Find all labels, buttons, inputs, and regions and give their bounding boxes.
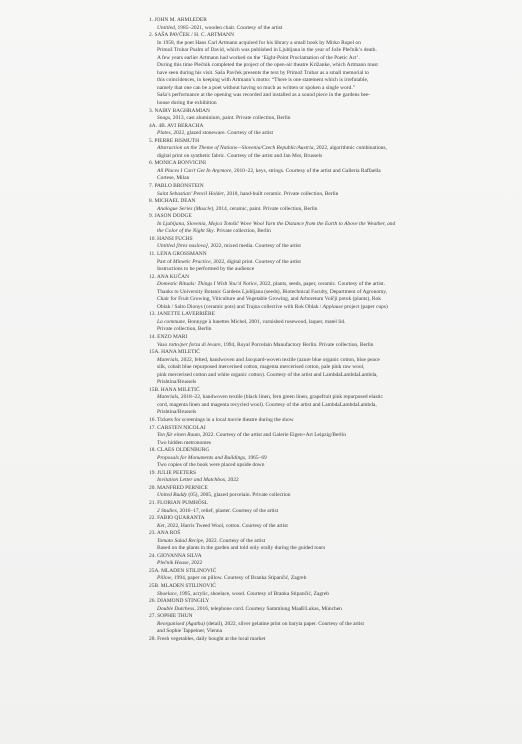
entry-description-line — [149, 621, 509, 629]
checklist-entry — [149, 311, 509, 334]
entry-description-line — [149, 326, 509, 334]
entry-text: Two copies of the book were placed upside down — [157, 462, 265, 469]
entry-description-line — [149, 379, 509, 387]
entry-text: , 2022, plants, seeds, paper, ceramic. Courtesy of the artist. — [256, 281, 385, 288]
checklist-entry — [149, 568, 509, 583]
entry-description-line — [149, 191, 509, 199]
entry-description-line — [149, 266, 509, 274]
entry-description-line — [149, 342, 509, 350]
entry-text: pink mercerised cotton and white organic cotton). Courtesy of the artist and LambdaLambdaLambda, — [157, 371, 378, 378]
entry-text: Cortese, Milan — [157, 175, 190, 182]
checklist-entry — [149, 598, 509, 613]
entry-text: Thanks to University Botanic Gardens Ljubljana (seeds), Biotechnical Faculty, Department of Agronomy, — [157, 288, 388, 295]
work-title: Plates — [157, 130, 171, 137]
work-title: Double Dutchess — [157, 605, 195, 612]
entry-description-line — [149, 357, 509, 365]
entry-text: (detail), 2022, silver gelatine print on baryta paper. Courtesy of the artist — [204, 620, 364, 627]
entry-heading: 15B. HANA MILETIĆ — [149, 386, 200, 393]
entry-description-line — [149, 545, 509, 553]
checklist-entry — [149, 500, 509, 515]
entry-description-line — [149, 100, 509, 108]
entry-heading: 6. MONICA BONVICINI — [149, 160, 206, 167]
entry-text: silk, cobalt blue repurposed mercerised cotton, magenta mercerised cotton, pale pink raw wool, — [157, 364, 365, 371]
entry-description-line — [149, 477, 509, 485]
work-title: Proposals for Monuments and Buildings — [157, 454, 246, 461]
checklist-entry — [149, 417, 509, 425]
checklist-entry — [149, 198, 509, 213]
checklist-entry — [149, 553, 509, 568]
work-title: Mimetic Practice — [173, 258, 211, 265]
entry-text: , 2014, ceramic, paint. Private collection, Berlin — [213, 205, 318, 212]
work-title: Snags — [157, 115, 170, 122]
work-title: Domestic Rituals: Things I Wish You’d Notice — [157, 281, 257, 288]
work-title: Materials — [157, 394, 179, 401]
entry-heading: 5. PIERRE BISMUTH — [149, 137, 199, 144]
entry-description-line — [149, 25, 509, 33]
work-title: Invitation Letter and Matchbox — [157, 477, 226, 484]
entry-heading: 4A. 4B. AVI BERACHA — [149, 122, 204, 129]
checklist-entry — [149, 636, 509, 644]
exhibition-checklist — [149, 17, 509, 643]
entry-description-line — [149, 523, 509, 531]
work-title: Ket — [157, 522, 165, 529]
entry-text: Prishtina/Brussels — [157, 379, 197, 386]
checklist-entry — [149, 274, 509, 312]
entry-description-line — [149, 575, 509, 583]
entry-description-line — [149, 492, 509, 500]
entry-text: , 2022 — [188, 560, 203, 567]
entry-heading: 1. JOHN M. ARMLEDER — [149, 17, 207, 23]
work-title: In Ljubljana, Slovenia, Mojca Tomšič Wove Wool Yarn the Distance from the Earth to Above the Weather, and — [157, 220, 396, 227]
entry-description-line — [149, 538, 509, 546]
entry-description-line — [149, 394, 509, 402]
entry-text: , 1965–69 — [245, 454, 267, 461]
entry-text: , 2010–22, keys, strings. Courtesy of the artist and Galleria Raffaella — [231, 167, 381, 174]
entry-description-line — [149, 62, 509, 70]
entry-description-line — [149, 228, 509, 236]
entry-text: , 2022, felted, handwoven and Jacquard-woven textile (azure blue organic cotton, blue peace — [178, 356, 380, 363]
entry-heading: 25A. MLADEN STILINOVIĆ — [149, 567, 217, 574]
entry-text: In 1958, the poet Hans Carl Artmann acquired for his library a small book by Mirko Rupel on — [157, 39, 361, 46]
entry-description-line — [149, 432, 509, 440]
entry-text: Chair for Fruit Growing, Viticulture and Vegetable Growing, and Arboretum Volčji potok (plants), Rok — [157, 296, 381, 303]
work-title: Shoelace — [157, 590, 177, 597]
entry-text: , 2018, hand-built ceramic. Private collection, Berlin — [223, 190, 339, 197]
entry-description-line — [149, 153, 509, 161]
entry-description-line — [149, 145, 509, 153]
work-title: Reorganised (Agatha) — [157, 620, 205, 627]
entry-heading: 3. NAIRY BAGHRAMIAN — [149, 107, 210, 114]
checklist-entry — [149, 349, 509, 387]
checklist-entry — [149, 183, 509, 198]
entry-text: , 2022, glazed stoneware. Courtesy of the artist — [170, 130, 273, 137]
entry-text: Instructions to be performed by the audience — [157, 266, 255, 273]
entry-text: Prishtina/Brussels — [157, 409, 197, 416]
entry-heading: 16. Tickets for screenings in a local movie theatre during the show — [149, 416, 294, 423]
entry-text: , 2016, telephone cord. Courtesy Sammlung Maaß/Lukas, München — [194, 605, 342, 612]
work-title: Untitled [brez naslova] — [157, 243, 208, 250]
entry-text: , 2018–22, handwoven textile (black linen, fern green linen, grapefruit pink repurposed elastic — [178, 394, 383, 401]
entry-description-line — [149, 243, 509, 251]
work-title: Materials — [157, 356, 179, 363]
entry-text: Primož Trubar Psalm of David, which was published in Ljubljana in the year of Jože Plečnik’s death. — [157, 47, 377, 54]
entry-description-line — [149, 296, 509, 304]
entry-heading: 20. MANFRED PERNICE — [149, 484, 208, 491]
entry-text: , 2022, mixed media. Courtesy of the artist — [207, 243, 301, 250]
entry-heading: 14. ENZO MARI — [149, 333, 188, 340]
entry-text: Two hidden metronomes — [157, 439, 211, 446]
entry-text: have seen during his visit. Saša Pavček presents the text by Primož Trubar as a small memorial to — [157, 69, 370, 76]
entry-heading: 19. JULIE PEETERS — [149, 469, 196, 476]
checklist-entry — [149, 470, 509, 485]
entry-text: digital print on synthetic fabric. Courtesy of the artist and Jan Mot, Brussels — [157, 152, 323, 159]
entry-description-line — [149, 508, 509, 516]
entry-heading: 24. GIOVANNA SILVA — [149, 552, 202, 559]
work-title: All Places I Can’t Get In Anymore — [157, 167, 232, 174]
entry-text: , 2022, algorithmic combinations, — [313, 145, 387, 152]
work-title: the Color of the Night Sky — [157, 228, 214, 235]
checklist-entry — [149, 17, 509, 32]
entry-text: , 1995, acrylic, shoelace, wood. Courtesy of Branka Stipančić, Zagreb — [176, 590, 329, 597]
checklist-entry — [149, 213, 509, 236]
checklist-entry — [149, 485, 509, 500]
checklist-entry — [149, 123, 509, 138]
entry-heading: 21. FLORIAN PUMHÖSL — [149, 500, 209, 506]
checklist-entry — [149, 387, 509, 417]
entry-text: During this time Plečnik completed the project of the open-air theatre Križanke, which Artmann must — [157, 62, 378, 69]
entry-heading: 13. JANETTE LAVERRIÈRE — [149, 311, 215, 318]
checklist-entry — [149, 108, 509, 123]
work-title: La commune — [157, 318, 185, 325]
entry-text: , 2022 — [225, 477, 239, 484]
entry-text: , 1994, Royal Porcelain Manufactory Berlin. Private collection, Berlin — [220, 341, 374, 348]
checklist-entry — [149, 530, 509, 553]
entry-description-line — [149, 259, 509, 267]
entry-heading: 10. HANSI FUCHS — [149, 235, 193, 242]
work-title: Tomato Salad Recipe — [157, 537, 204, 544]
entry-description-line — [149, 628, 509, 636]
checklist-entry — [149, 32, 509, 107]
entry-text: Based on the plants in the garden and told only orally during the guided tours — [157, 545, 326, 552]
work-title: Pillow — [157, 575, 172, 582]
entry-description-line — [149, 168, 509, 176]
entry-description-line — [149, 281, 509, 289]
work-title: United Buddy — [157, 492, 188, 499]
work-title: Ton für einen Raum — [157, 432, 200, 439]
checklist-entry — [149, 515, 509, 530]
entry-text: , 2022. Courtesy of the artist — [203, 537, 266, 544]
checklist-entry — [149, 583, 509, 598]
entry-description-line — [149, 92, 509, 100]
entry-description-line — [149, 591, 509, 599]
entry-heading: 23. ANA ROŠ — [149, 530, 181, 537]
checklist-entry — [149, 447, 509, 470]
checklist-entry — [149, 613, 509, 636]
entry-text: , 2022, Harris Tweed Wool, cotton. Courtesy of the artist — [164, 522, 288, 529]
entry-text: . Private collection, Berlin — [213, 228, 271, 235]
entry-text: cord, magenta linen and magenta recycled wool). Courtesy of the artist and LambdaLambdaLambda, — [157, 401, 377, 408]
entry-text: and Sophie Tappeiner, Vienna — [157, 628, 223, 635]
work-title: Plečnik House — [157, 560, 189, 567]
work-title: Abstraction on the Theme of Nations—Slovenia/Czech Republic/Austria — [157, 145, 314, 152]
entry-description-line — [149, 409, 509, 417]
entry-text: house during the exhibition — [157, 100, 217, 107]
entry-description-line — [149, 364, 509, 372]
work-title: Saint Sebastian’ Pencil Holder — [157, 190, 224, 197]
entry-description-line — [149, 402, 509, 410]
entry-description-line — [149, 206, 509, 214]
entry-heading: 2. SAŠA PAVČEK / H. C. ARTMANN — [149, 32, 235, 39]
entry-text: , 1994, paper on pillow. Courtesy of Branka Stipančić, Zagreb — [171, 575, 307, 582]
checklist-entry — [149, 334, 509, 349]
entry-text: this coincidences, in keeping with Artmann’s motto: “There is one statement which is irrefutable, — [157, 77, 369, 84]
entry-heading: 27. SOPHIE THUN — [149, 613, 193, 620]
entry-description-line — [149, 560, 509, 568]
entry-heading: 25B. MLADEN STILINOVIĆ — [149, 583, 216, 590]
checklist-entry — [149, 425, 509, 448]
entry-heading: 8. MICHAEL DEAN — [149, 198, 196, 205]
checklist-entry — [149, 251, 509, 274]
entry-text: project (paper cups) — [342, 303, 388, 310]
entry-text: , 2022, digital print. Courtesy of the artist — [210, 258, 301, 265]
entry-description-line — [149, 440, 509, 448]
checklist-entry — [149, 138, 509, 161]
entry-text: , Bonnyge à lunettes Michel, 2001, varnished rosewood, laquer, matel lid. — [184, 318, 346, 325]
entry-text: Oblak / Salto Dionys (ceramic pots) and Trajna collective with Rok Oblak / — [157, 303, 323, 310]
entry-text: (05), 2005, glazed porcelain. Private collection — [187, 492, 291, 499]
entry-description-line — [149, 462, 509, 470]
entry-text: , 2013, cast aluminium, paint. Private collection, Berlin — [170, 115, 291, 122]
entry-text: Saša’s performance at the opening was recorded and installed as a sound piece in the gardens bee- — [157, 92, 371, 99]
entry-heading: 15A. HANA MILETIĆ — [149, 349, 200, 356]
entry-description-line — [149, 77, 509, 85]
entry-description-line — [149, 47, 509, 55]
work-title: Analogue Series (Muscle) — [157, 205, 214, 212]
entry-text: A few years earlier Artmann had worked on the ‘Eight-Point Proclamation of the Poetic Act’. — [157, 54, 360, 61]
entry-heading: 22. FABIO QUARANTA — [149, 515, 205, 522]
entry-text: Private collection, Berlin — [157, 326, 212, 333]
entry-description-line — [149, 130, 509, 138]
entry-text: Part of — [157, 258, 174, 265]
entry-text: , 2016–17, relief, plaster. Courtesy of the artist — [176, 507, 279, 514]
entry-heading: 18. CLAES OLDENBURG — [149, 447, 210, 454]
work-title: Applause — [322, 303, 343, 310]
entry-heading: 26. DIAMOND STINGILY — [149, 598, 210, 605]
entry-heading: 28. Fresh vegetables, daily bought at the local market — [149, 635, 266, 642]
entry-heading: 12. ANA KUČAN — [149, 273, 190, 280]
entry-description-line — [149, 319, 509, 327]
checklist-entry — [149, 236, 509, 251]
work-title: Vaso rotto/per forza di levare — [157, 341, 221, 348]
entry-heading: 17. CARSTEN NICOLAI — [149, 424, 206, 431]
checklist-entry — [149, 160, 509, 183]
entry-heading: 9. JASON DODGE — [149, 213, 192, 220]
entry-heading: 11. LENA GROSSMANN — [149, 250, 207, 257]
entry-description-line — [149, 606, 509, 614]
entry-text: , 1985–2021, wooden chair. Courtesy of the artist — [174, 24, 283, 31]
entry-heading: 7. PABLO BRONSTEIN — [149, 183, 204, 190]
entry-description-line — [149, 115, 509, 123]
entry-text: , 2022. Courtesy of the artist and Galerie Eigen+Art Leipzig/Berlin — [199, 432, 346, 439]
entry-description-line — [149, 175, 509, 183]
entry-description-line — [149, 372, 509, 380]
work-title: Untitled — [157, 24, 175, 31]
entry-text: namely that one can be a poet without having so much as written or spoken a single word.” — [157, 84, 356, 91]
work-title: 2 Studies — [157, 507, 177, 514]
